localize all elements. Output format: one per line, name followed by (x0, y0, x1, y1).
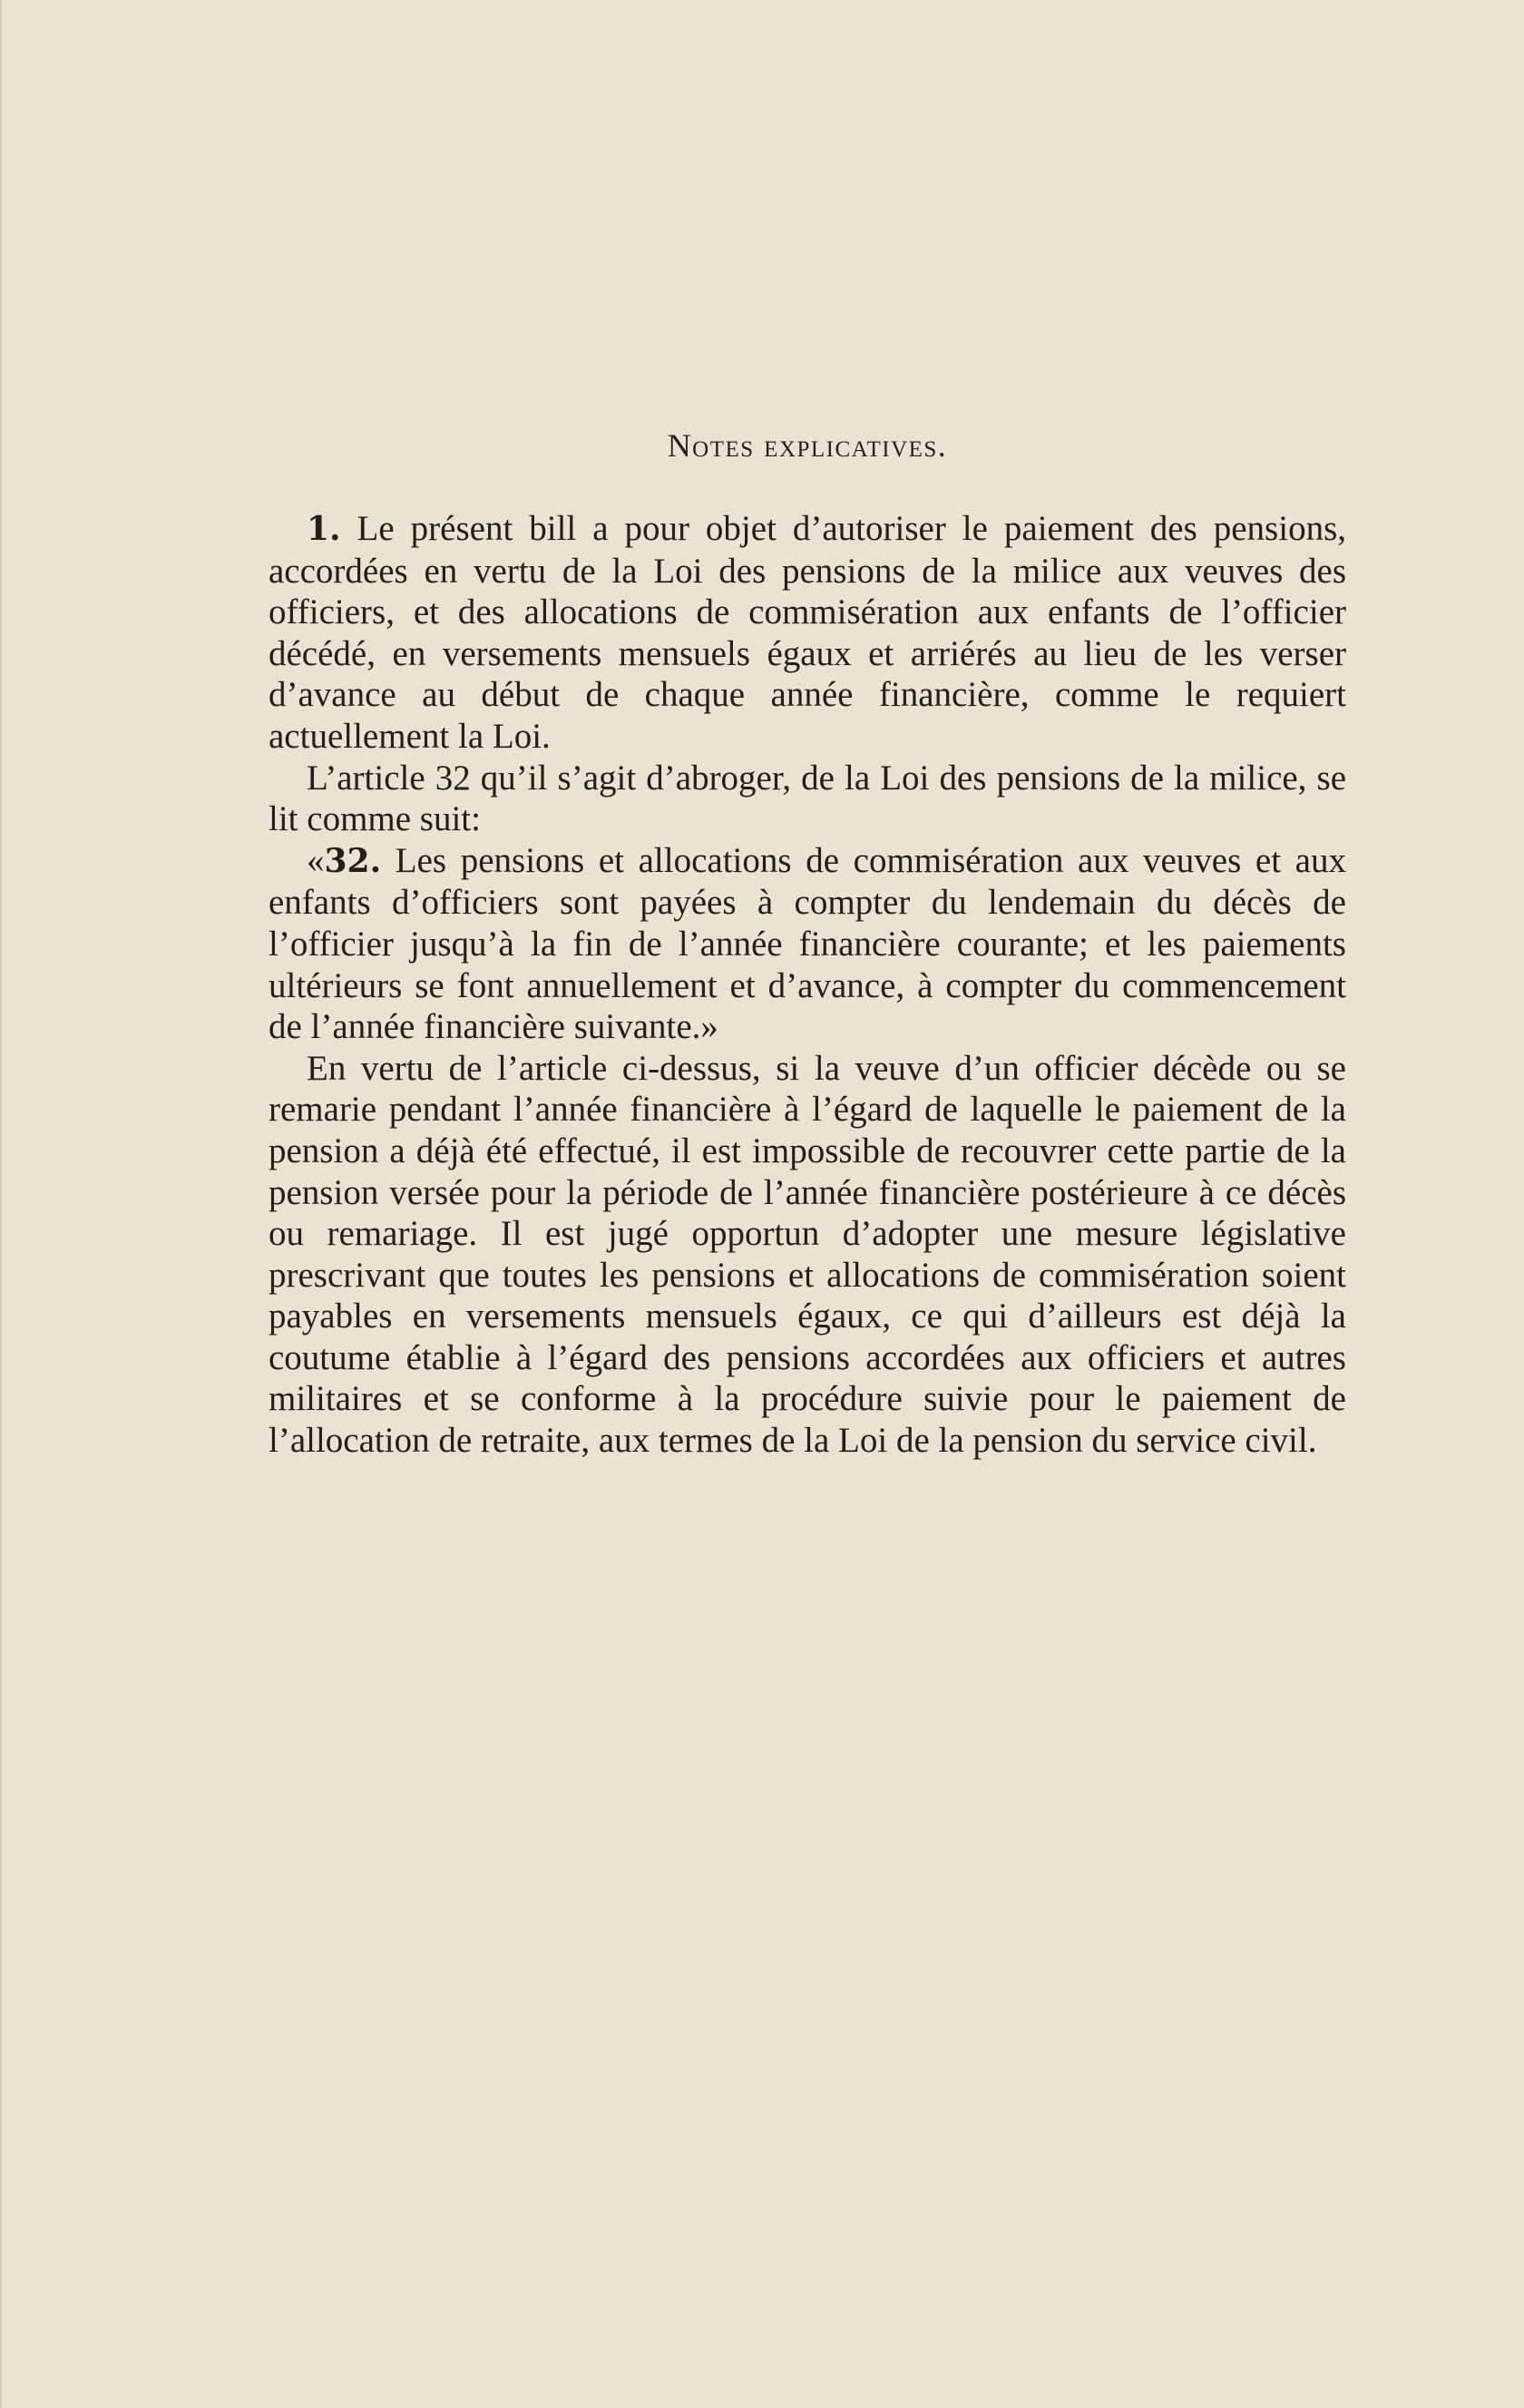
paragraph-text: Le présent bill a pour objet d’autoriser le paiement des pensions, accordées en vertu de la Loi des pensions de la milice aux veuves des officiers, et des allocations de commisération aux enfants de l’officier décédé, en versements mensuels égaux et arriérés au lieu de les verser d’avance au début de chaque année financière, comme le requiert actuellement la Loi. (269, 509, 1346, 756)
paragraph-text: L’article 32 qu’il s’agit d’abroger, de la Loi des pensions de la milice, se lit comme suit: (269, 758, 1346, 839)
quote-open-mark: « (307, 840, 325, 880)
quoted-text: Les pensions et allocations de commisération aux veuves et aux enfants d’officiers sont payées à compter du lendemain du décès de l’officier jusqu’à la fin de l’année financière courante; et les paiements ultérieurs se font annuellement et d’avance, à compter du commencement de l’année financière suivante.» (269, 840, 1346, 1047)
article-number: 32. (324, 841, 382, 880)
page-title: Notes explicatives. (667, 427, 948, 464)
quoted-article-32 (269, 840, 1346, 1048)
paragraph-2 (269, 758, 1346, 840)
paragraph-number: 1. (307, 510, 341, 548)
paragraph-1 (269, 508, 1346, 758)
paragraph-text: En vertu de l’article ci-dessus, si la veuve d’un officier décède ou se remarie pendant l’année financière à l’égard de laquelle le paiement de la pension a déjà été effectué, il est impossible de recouvrer cette partie de la pension versée pour la période de l’année financière postérieure à ce décès ou remariage. Il est jugé opportun d’adopter une mesure législative prescrivant que toutes les pensions et allocations de commisération soient payables en versements mensuels égaux, ce qui d’ailleurs est déjà la coutume établie à l’égard des pensions accordées aux officiers et autres militaires et se conforme à la procédure suivie pour le paiement de l’allocation de retraite, aux termes de la Loi de la pension du service civil. (269, 1048, 1346, 1461)
document-body (269, 426, 1346, 1462)
paragraph-4 (269, 1048, 1346, 1462)
page-edge (0, 0, 3, 2408)
